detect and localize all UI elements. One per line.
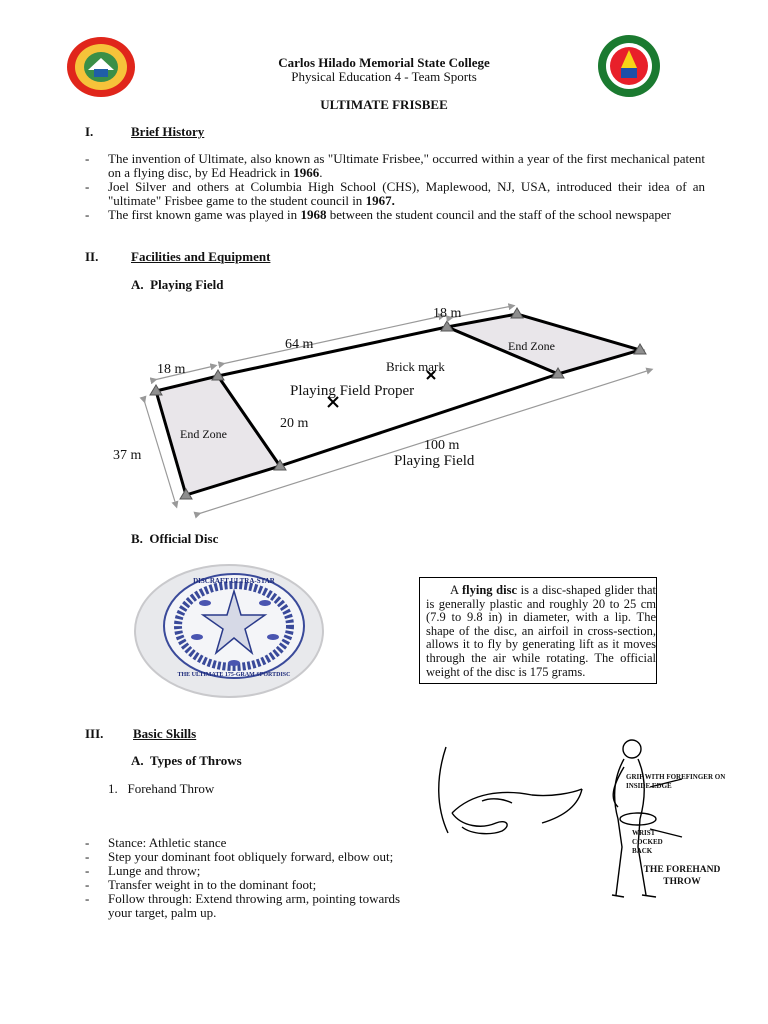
label-field-proper: Playing Field Proper <box>290 383 415 399</box>
label-field: Playing Field <box>394 453 475 469</box>
caption-grip: GRIP WITH FOREFINGER ON INSIDE EDGE <box>626 773 726 790</box>
forehand-throw-illustration <box>432 737 732 900</box>
page-title: ULTIMATE FRISBEE <box>320 97 448 112</box>
subheading-playing-field: A. Playing Field <box>131 277 224 292</box>
section-numeral: III. <box>85 726 104 741</box>
skill-bullet: - Transfer weight in to the dominant foot; <box>85 877 317 892</box>
frisbee-disc-image <box>133 563 325 699</box>
label-left-width: 18 m <box>157 362 186 377</box>
label-brick-distance: 20 m <box>280 416 309 431</box>
disc-description-box: A flying disc is a disc-shaped glider that is generally plastic and roughly 20 to 25 cm (7.9 to 9.8 in) in diameter, with a lip. The shape of the disc, an airfoil in cross-section, allows it to fly by generating lift as it moves through the air while rotating. The official weight of the disc is 175 grams. <box>419 577 657 684</box>
label-end-zone-right: End Zone <box>508 339 555 353</box>
label-end-zone-left: End Zone <box>180 427 227 441</box>
label-proper-length: 64 m <box>285 337 314 352</box>
caption-wrist: WRIST COCKED BACK <box>632 829 663 855</box>
skill-bullet: - Stance: Athletic stance <box>85 835 227 850</box>
disc-rim-text-bottom: THE ULTIMATE 175-GRAM SPORTDISC <box>177 672 291 678</box>
history-bullet: - The first known game was played in 1968 between the student council and the staff of the school newspaper <box>85 207 671 222</box>
history-bullet: - Joel Silver and others at Columbia High School (CHS), Maplewood, NJ, USA, introduced their idea of an "ultimate" Frisbee game to the student council in 1967. <box>85 179 705 208</box>
course-name: Physical Education 4 - Team Sports <box>291 69 477 84</box>
skill-bullet: - Lunge and throw; <box>85 863 201 878</box>
college-name: Carlos Hilado Memorial State College <box>278 55 490 70</box>
label-total-length: 100 m <box>424 438 460 453</box>
playing-field-diagram <box>110 300 660 522</box>
subheading-official-disc: B. Official Disc <box>131 531 219 546</box>
section-heading-skills: Basic Skills <box>133 726 197 741</box>
label-top-width: 18 m <box>433 306 462 321</box>
section-heading-history: Brief History <box>131 124 205 139</box>
disc-rim-text-top: DISCRAFT ULTRA-STAR <box>193 577 275 585</box>
section-numeral: I. <box>85 124 94 139</box>
skill-bullet: - Follow through: Extend throwing arm, pointing towards your target, palm up. <box>85 891 401 920</box>
history-bullet: - The invention of Ultimate, also known as "Ultimate Frisbee," occurred within a year of the first mechanical patent on a flying disc, by Ed Headrick in 1966. <box>85 151 705 180</box>
throw-item: 1. Forehand Throw <box>108 781 215 796</box>
label-width: 37 m <box>113 448 142 463</box>
section-numeral: II. <box>85 249 99 264</box>
subheading-types-of-throws: A. Types of Throws <box>131 753 242 768</box>
section-heading-facilities: Facilities and Equipment <box>131 249 271 264</box>
caption-forehand-throw: THE FOREHAND THROW <box>643 865 721 887</box>
skill-bullet: - Step your dominant foot obliquely forward, elbow out; <box>85 849 394 864</box>
label-brick-mark: Brick mark <box>386 359 445 374</box>
